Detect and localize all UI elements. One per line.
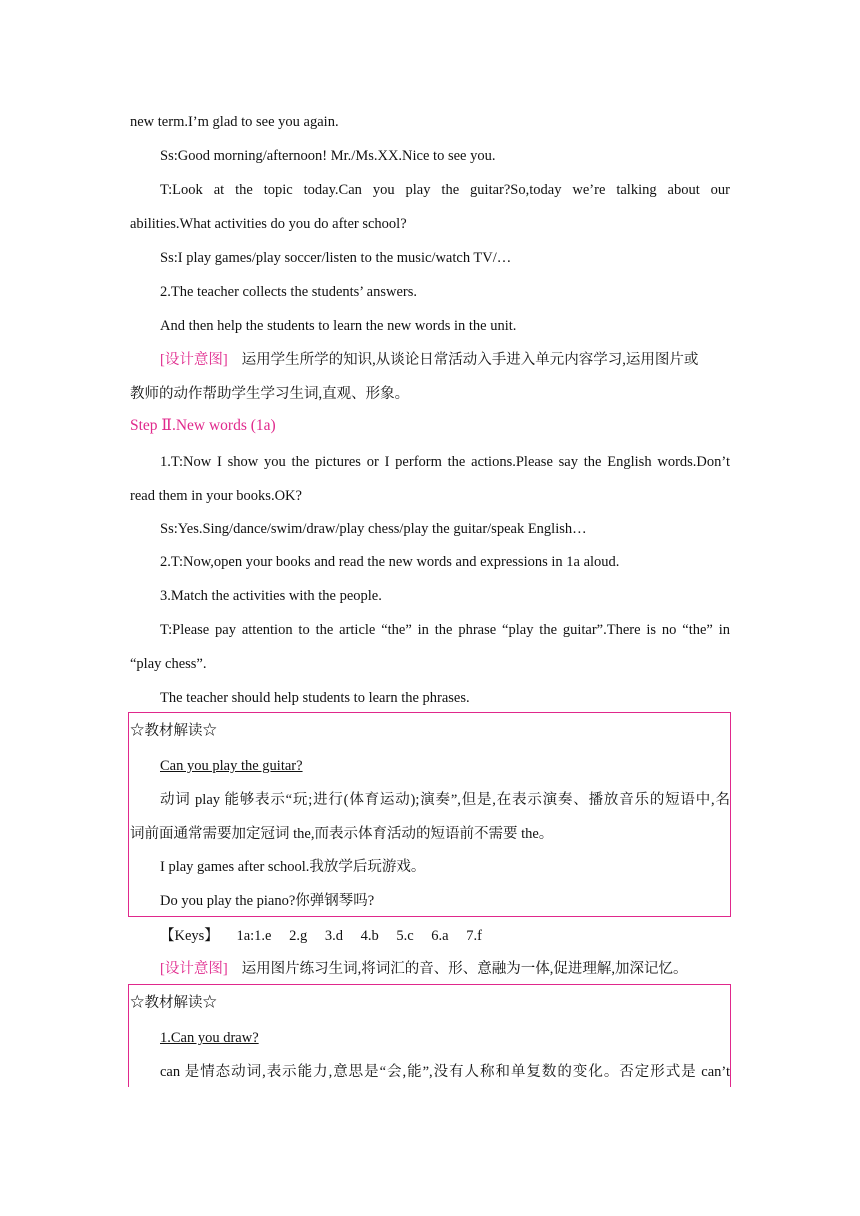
paragraph: 3.Match the activities with the people. bbox=[160, 588, 382, 604]
paragraph: new term.I’m glad to see you again. bbox=[130, 114, 339, 130]
paragraph: Ss:Yes.Sing/dance/swim/draw/play chess/play the guitar/speak English… bbox=[160, 521, 587, 537]
key-item: 1a:1.e bbox=[236, 928, 272, 944]
paragraph: The teacher should help students to learn the phrases. bbox=[160, 690, 470, 706]
paragraph: And then help the students to learn the new words in the unit. bbox=[160, 318, 517, 334]
design-intent-label: [设计意图] bbox=[160, 352, 228, 368]
design-intent-text: 运用图片练习生词,将词汇的音、形、意融为一体,促进理解,加深记忆。 bbox=[241, 961, 688, 977]
key-item: 2.g bbox=[289, 928, 308, 944]
design-intent-2 bbox=[160, 959, 730, 979]
design-intent-text: 运用学生所学的知识,从谈论日常活动入手进入单元内容学习,运用图片或 bbox=[241, 352, 699, 368]
key-item: 6.a bbox=[431, 928, 449, 944]
paragraph: T:Please pay attention to the article “the” in the phrase “play the guitar”.There is no “the” in bbox=[160, 622, 730, 638]
paragraph: 2.T:Now,open your books and read the new words and expressions in 1a aloud. bbox=[160, 554, 620, 570]
key-item: 4.b bbox=[360, 928, 379, 944]
box-text: 词前面通常需要加定冠词 the,而表示体育活动的短语前不需要 the。 bbox=[130, 826, 554, 842]
key-item: 3.d bbox=[324, 928, 343, 944]
paragraph: 1.T:Now I show you the pictures or I perform the actions.Please say the English words.Don’t bbox=[160, 454, 730, 470]
textbook-note-box bbox=[128, 712, 731, 917]
keys-line bbox=[160, 926, 730, 946]
box-text: can 是情态动词,表示能力,意思是“会,能”,没有人称和单复数的变化。否定形式是 can’t bbox=[160, 1064, 730, 1080]
paragraph: T:Look at the topic today.Can you play the guitar?So,today we’re talking about our bbox=[160, 182, 730, 198]
paragraph: Ss:I play games/play soccer/listen to the music/watch TV/… bbox=[160, 250, 512, 266]
paragraph: 2.The teacher collects the students’ answers. bbox=[160, 284, 418, 300]
design-intent-label: [设计意图] bbox=[160, 961, 228, 977]
box-example: I play games after school.我放学后玩游戏。 bbox=[160, 859, 426, 875]
paragraph: read them in your books.OK? bbox=[130, 488, 302, 504]
design-intent-1 bbox=[160, 350, 730, 370]
box-example: Do you play the piano?你弹钢琴吗? bbox=[160, 893, 375, 909]
paragraph: 教师的动作帮助学生学习生词,直观、形象。 bbox=[130, 386, 410, 402]
keys-label: 【Keys】 bbox=[160, 928, 219, 944]
box-title: ☆教材解读☆ bbox=[130, 995, 217, 1011]
box-text: 动词 play 能够表示“玩;进行(体育运动);演奏”,但是,在表示演奏、播放音乐的短语中,名 bbox=[160, 792, 730, 808]
section-heading: Step Ⅱ.New words (1a) bbox=[130, 417, 276, 434]
box-title: ☆教材解读☆ bbox=[130, 723, 217, 739]
box-subtitle: Can you play the guitar? bbox=[160, 758, 303, 774]
key-item: 7.f bbox=[466, 928, 482, 944]
key-item: 5.c bbox=[396, 928, 414, 944]
paragraph: “play chess”. bbox=[130, 656, 207, 672]
paragraph: abilities.What activities do you do after school? bbox=[130, 216, 407, 232]
box-subtitle: 1.Can you draw? bbox=[160, 1030, 259, 1046]
paragraph: Ss:Good morning/afternoon! Mr./Ms.XX.Nice to see you. bbox=[160, 148, 496, 164]
